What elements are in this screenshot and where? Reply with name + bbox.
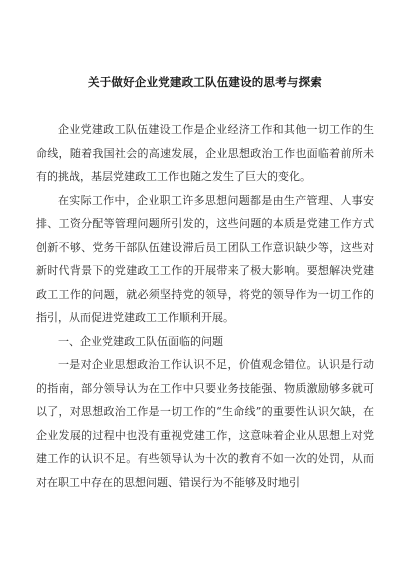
document-body (36, 118, 374, 494)
paragraph-problem-one: 一是对企业思想政治工作认识不足，价值观念错位。认识是行动的指南，部分领导认为在工作中只要业务技能强、物质激励够多就可以了，对思想政治工作是一切工作的“生命线”的重要性认识欠缺，在企业发展的过程中也没有重视党建工作，这意味着企业从思想上对党建工作的认识不足。有些领导认为十次的教育不如一次的处罚，从而对在职工中存在的思想问题、错误行为不能够及时地引 (36, 358, 374, 489)
paragraph-intro: 企业党建政工队伍建设工作是企业经济工作和其他一切工作的生命线，随着我国社会的高速发展，企业思想政治工作也面临着前所未有的挑战，基层党建政工工作也随之发生了巨大的变化。 (36, 123, 374, 183)
paragraph-practice: 在实际工作中，企业职工许多思想问题都是由生产管理、人事安排、工资分配等管理问题所引发的，这些问题的本质是党建工作方式创新不够、党务干部队伍建设滞后员工团队工作意识缺少等，这些对新时代背景下的党建政工工作的开展带来了极大影响。要想解决党建政工工作的问题，就必须坚持党的领导，将党的领导作为一切工作的指引，从而促进党建政工工作顺利开展。 (36, 193, 374, 324)
section-heading: 一、企业党建政工队伍面临的问题 (58, 334, 223, 348)
document-title: 关于做好企业党建政工队伍建设的思考与探索 (88, 75, 322, 89)
